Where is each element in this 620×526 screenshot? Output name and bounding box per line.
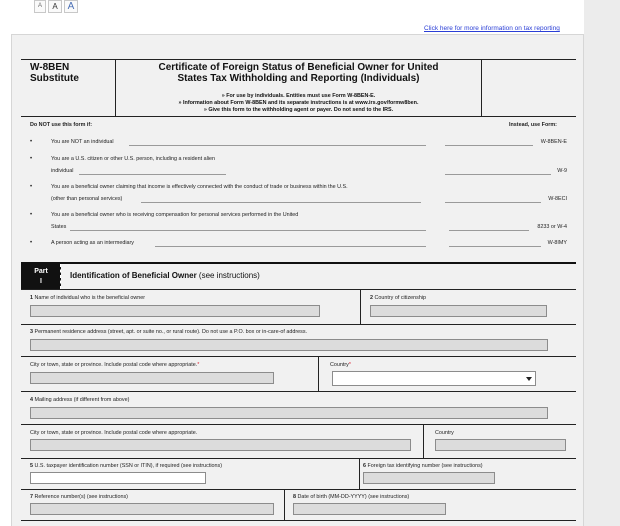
chevron-down-icon	[526, 377, 532, 381]
exclusion-row-2b: individual	[51, 168, 74, 174]
leader-line	[449, 246, 541, 247]
exclusion-form-5: W-8IMY	[547, 240, 567, 246]
header-divider-right	[481, 59, 482, 116]
permanent-city-input[interactable]	[30, 372, 274, 384]
form-code	[30, 62, 79, 84]
exclusion-form-2: W-9	[557, 168, 567, 174]
field-divider	[318, 356, 319, 391]
foreign-tin-input[interactable]	[363, 472, 495, 484]
leader-line	[155, 246, 426, 247]
beneficial-owner-name-input[interactable]	[30, 305, 320, 317]
field-5-label: 5 U.S. taxpayer identification number (SSN or ITIN), if required (see instructions)	[30, 463, 223, 469]
field-4-label: 4 Mailing address (if different from above)	[30, 397, 130, 403]
mailing-address-input[interactable]	[30, 407, 548, 419]
leader-line	[445, 174, 551, 175]
exclusion-row-3: You are a beneficial owner claiming that income is effectively connected with the conduct of trade or business within the U.S.	[51, 184, 348, 190]
field-divider	[360, 289, 361, 324]
field-7-label: 7 Reference number(s) (see instructions)	[30, 494, 128, 500]
part-heading	[70, 271, 260, 280]
part-title: Identification of Beneficial Owner	[70, 271, 197, 280]
exclusion-row-1: You are NOT an individual	[51, 139, 114, 145]
part-bottom-rule	[21, 289, 576, 290]
bullet: •	[30, 156, 33, 162]
row-rule	[21, 391, 576, 392]
bullet: •	[30, 184, 33, 190]
part-label: Part	[34, 268, 48, 275]
form-title-line2: States Tax Withholding and Reporting (Individuals)	[177, 73, 420, 84]
exclusion-row-5: A person acting as an intermediary	[51, 240, 135, 246]
part-number: I	[40, 278, 42, 285]
reference-number-input[interactable]	[30, 503, 274, 515]
mailing-country-label: Country	[435, 430, 454, 436]
form-subtitle-3: » Give this form to the withholding agent or payer. Do not send to the IRS.	[203, 107, 394, 113]
field-divider	[359, 458, 360, 489]
field-3-label: 3 Permanent residence address (street, apt. or suite no., or rural route). Do not use a P.O. box or in-care-of address.	[30, 329, 308, 335]
row-rule	[21, 424, 576, 425]
do-not-use-heading: Do NOT use this form if:	[30, 122, 92, 128]
country-label: Country*	[330, 362, 351, 368]
form-code-substitute: Substitute	[30, 73, 79, 84]
us-tin-input[interactable]	[30, 472, 206, 484]
row-rule	[21, 458, 576, 459]
country-of-citizenship-input[interactable]	[370, 305, 547, 317]
font-small-button[interactable]: A	[34, 0, 46, 13]
header-top-rule	[21, 59, 576, 60]
exclusion-row-3b: (other than personal services)	[51, 196, 123, 202]
row-rule	[21, 489, 576, 490]
city-label: City or town, state or province. Include postal code where appropriate.*	[30, 362, 200, 368]
instead-use-heading: Instead, use Form:	[509, 122, 557, 128]
exclusion-row-4: You are a beneficial owner who is receiving compensation for personal services performed in the United	[51, 212, 299, 218]
bullet: •	[30, 139, 33, 145]
mailing-country-input[interactable]	[435, 439, 566, 451]
part-badge	[21, 264, 61, 289]
part-note: (see instructions)	[198, 271, 260, 280]
part-top-rule	[21, 262, 576, 264]
page-scrollbar[interactable]	[584, 0, 620, 526]
form-code-number: W-8BEN	[30, 62, 70, 73]
leader-line	[79, 174, 226, 175]
exclusion-form-3: W-8ECI	[548, 196, 567, 202]
field-1-label: 1 Name of individual who is the beneficial owner	[30, 295, 146, 301]
leader-line	[449, 230, 529, 231]
field-2-label: 2 Country of citizenship	[370, 295, 427, 301]
bullet: •	[30, 212, 33, 218]
exclusion-row-2: You are a U.S. citizen or other U.S. person, including a resident alien	[51, 156, 216, 162]
font-large-button[interactable]: A	[64, 0, 78, 13]
field-6-label: 6 Foreign tax identifying number (see instructions)	[363, 463, 483, 469]
font-size-controls	[34, 0, 78, 13]
country-select[interactable]	[332, 371, 536, 386]
header-bottom-rule	[21, 116, 576, 117]
exclusion-form-4: 8233 or W-4	[537, 224, 567, 230]
permanent-address-input[interactable]	[30, 339, 548, 351]
field-divider	[423, 424, 424, 458]
exclusion-form-1: W-8BEN-E	[540, 139, 567, 145]
mailing-city-label: City or town, state or province. Include postal code where appropriate.	[30, 430, 198, 436]
leader-line	[141, 202, 421, 203]
bullet: •	[30, 240, 33, 246]
field-8-label: 8 Date of birth (MM-DD-YYYY) (see instructions)	[293, 494, 410, 500]
exclusion-row-4b: States	[51, 224, 67, 230]
form-subtitle-2: » Information about Form W-8BEN and its separate instructions is at www.irs.gov/formw8ben.	[178, 100, 419, 106]
row-rule	[21, 324, 576, 325]
tax-info-link[interactable]: Click here for more information on tax reporting	[424, 25, 560, 32]
w8ben-form	[11, 34, 584, 526]
part-badge-edge	[60, 264, 63, 289]
row-rule	[21, 356, 576, 357]
form-subtitle-1: » For use by individuals. Entities must use Form W-8BEN-E.	[221, 93, 376, 99]
leader-line	[445, 145, 533, 146]
font-medium-button[interactable]: A	[48, 0, 62, 13]
leader-line	[129, 145, 426, 146]
field-divider	[284, 489, 285, 520]
mailing-city-input[interactable]	[30, 439, 411, 451]
form-title	[116, 62, 481, 84]
leader-line	[445, 202, 541, 203]
form-subtitles	[116, 93, 481, 114]
leader-line	[70, 230, 426, 231]
row-rule	[21, 520, 576, 521]
date-of-birth-input[interactable]	[293, 503, 446, 515]
form-title-line1: Certificate of Foreign Status of Beneficial Owner for United	[158, 62, 439, 73]
